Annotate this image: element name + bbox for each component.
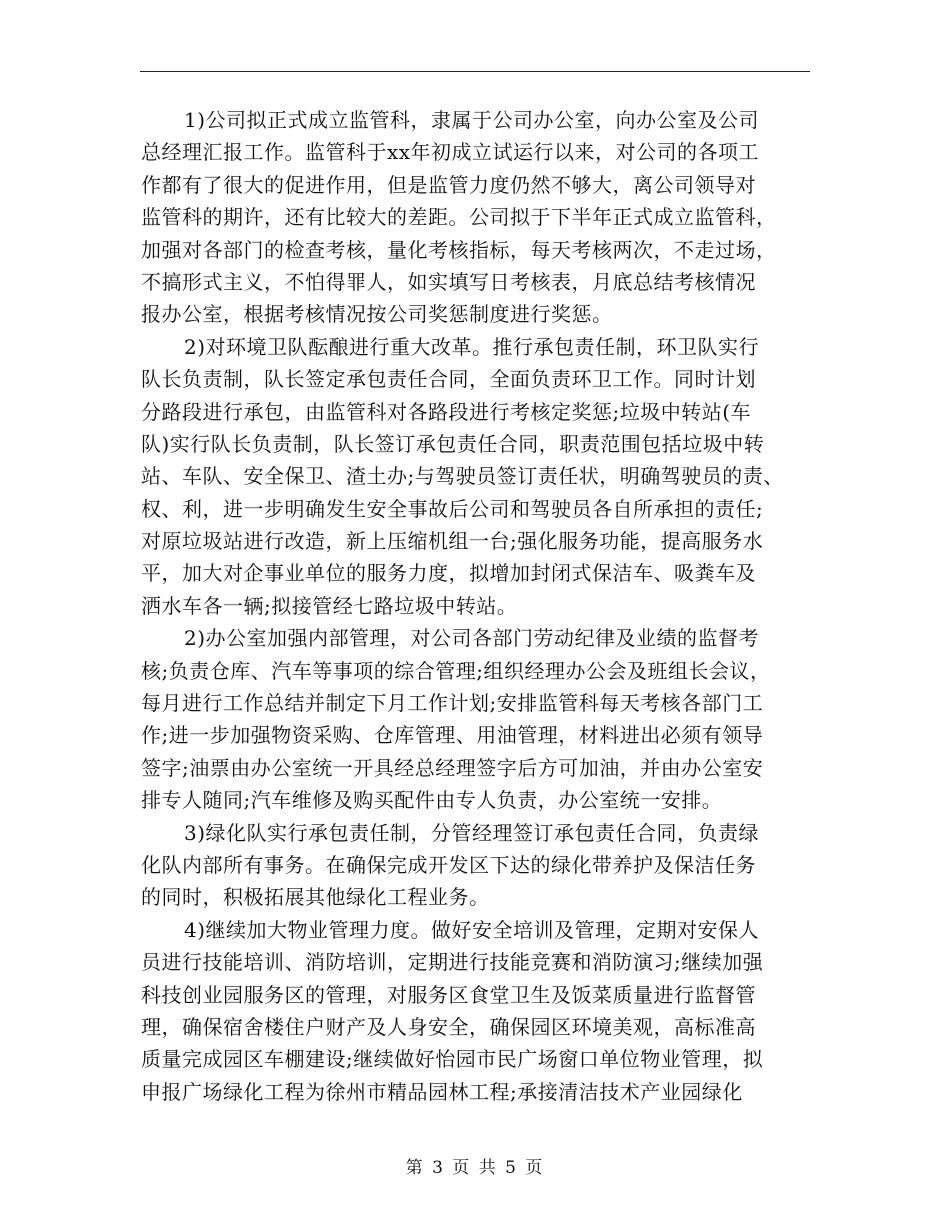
text-line: 2)办公室加强内部管理，对公司各部门劳动纪律及业绩的监督考 — [184, 626, 760, 651]
text-line: 质量完成园区车棚建设;继续做好怡园市民广场窗口单位物业管理，拟 — [141, 1047, 764, 1072]
text-line: 监管科的期许，还有比较大的差距。公司拟于下半年正式成立监管科， — [141, 205, 777, 230]
text-line: 1)公司拟正式成立监管科，隶属于公司办公室，向办公室及公司 — [184, 108, 760, 132]
text-line: 对原垃圾站进行改造，新上压缩机组一台;强化服务功能，提高服务水 — [141, 529, 764, 554]
text-line: 权、利，进一步明确发生安全事故后公司和驾驶员各自所承担的责任; — [141, 496, 764, 521]
text-line: 员进行技能培训、消防培训，定期进行技能竞赛和消防演习;继续加强 — [141, 950, 764, 975]
text-line: 理，确保宿舍楼住户财产及人身安全，确保园区环境美观，高标准高 — [141, 1014, 756, 1039]
text-line: 洒水车各一辆;拟接管经七路垃圾中转站。 — [141, 593, 518, 618]
text-line: 不搞形式主义，不怕得罪人，如实填写日考核表，月底总结考核情况 — [141, 269, 756, 294]
text-line: 化队内部所有事务。在确保完成开发区下达的绿化带养护及保洁任务 — [141, 852, 756, 877]
text-line: 报办公室，根据考核情况按公司奖惩制度进行奖惩。 — [141, 302, 613, 327]
text-line: 队)实行队长负责制，队长签订承包责任合同，职责范围包括垃圾中转 — [141, 431, 765, 456]
header-rule — [140, 71, 810, 72]
text-line: 加强对各部门的检查考核，量化考核指标，每天考核两次，不走过场， — [141, 237, 777, 262]
text-line: 队长负责制，队长签定承包责任合同，全面负责环卫工作。同时计划 — [141, 367, 756, 392]
text-line: 站、车队、安全保卫、渣土办;与驾驶员签订责任状，明确驾驶员的责、 — [141, 464, 784, 489]
text-line: 4)继续加大物业管理力度。做好安全培训及管理，定期对安保人 — [184, 917, 760, 942]
text-line: 排专人随同;汽车维修及购买配件由专人负责，办公室统一安排。 — [141, 788, 723, 813]
text-line: 核;负责仓库、汽车等事项的综合管理;组织经理办公会及班组长会议， — [141, 658, 771, 683]
text-line: 总经理汇报工作。监管科于xx年初成立试运行以来，对公司的各项工 — [141, 140, 760, 165]
text-line: 3)绿化队实行承包责任制，分管经理签订承包责任合同，负责绿 — [184, 820, 760, 845]
text-line: 科技创业园服务区的管理，对服务区食堂卫生及饭菜质量进行监督管 — [141, 982, 756, 1007]
page-number-footer: 第 3 页 共 5 页 — [405, 1158, 545, 1178]
text-line: 签字;油票由办公室统一开具经总经理签字后方可加油，并由办公室安 — [141, 755, 764, 780]
text-line: 申报广场绿化工程为徐州市精品园林工程;承接清洁技术产业园绿化 — [141, 1079, 743, 1104]
text-line: 2)对环境卫队酝酿进行重大改革。推行承包责任制，环卫队实行 — [184, 334, 760, 359]
text-line: 的同时，积极拓展其他绿化工程业务。 — [141, 885, 490, 910]
document-body — [141, 104, 821, 1108]
text-line: 平，加大对企事业单位的服务力度，拟增加封闭式保洁车、吸粪车及 — [141, 561, 756, 586]
text-line: 作;进一步加强物资采购、仓库管理、用油管理，材料进出必须有领导 — [141, 723, 764, 748]
text-line: 分路段进行承包，由监管科对各路段进行考核定奖惩;垃圾中转站(车 — [141, 399, 752, 424]
text-line: 每月进行工作总结并制定下月工作计划;安排监管科每天考核各部门工 — [141, 691, 764, 716]
text-line: 作都有了很大的促进作用，但是监管力度仍然不够大，离公司领导对 — [141, 172, 756, 197]
